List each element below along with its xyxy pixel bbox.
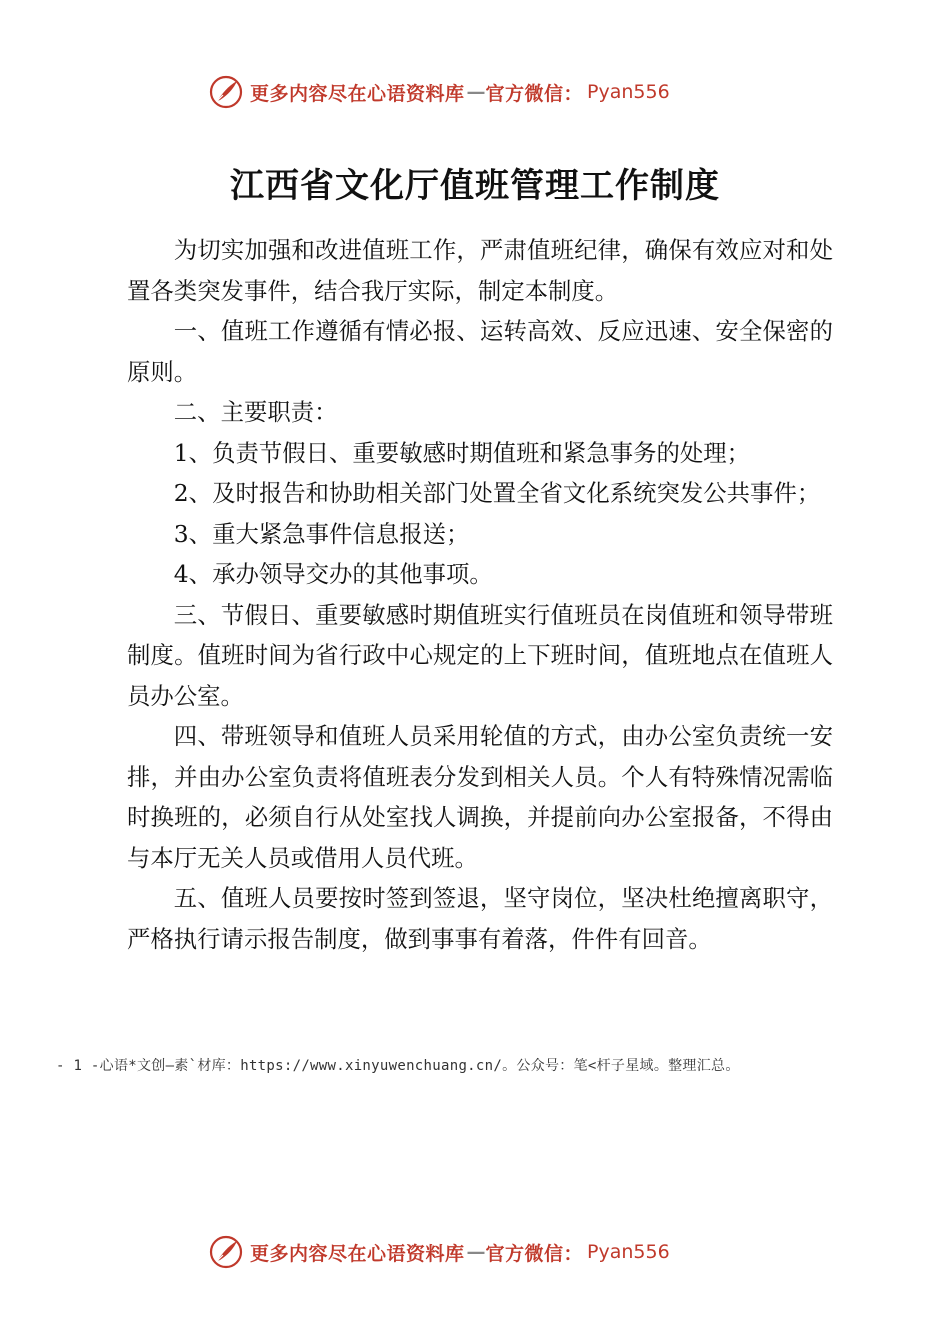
document-title: 江西省文化厅值班管理工作制度 xyxy=(230,166,720,206)
page-footer-note: - 1 -心语*文创—素`材库：https://www.xinyuwenchuang.cn/。公众号：笔<杆子星域。整理汇总。 xyxy=(56,1058,740,1074)
document-body xyxy=(127,230,833,959)
watermark-account-label: 官方微信： xyxy=(485,1242,584,1265)
paragraph-duty-3: 3、重大紧急事件信息报送； xyxy=(173,519,470,548)
paragraph-duty-1: 1、负责节假日、重要敏感时期值班和紧急事务的处理； xyxy=(173,438,751,467)
watermark-separator: — xyxy=(466,81,486,103)
watermark-account-id: Pyan556 xyxy=(587,81,670,103)
paragraph-section-5: 五、值班人员要按时签到签退，坚守岗位，坚决杜绝擅离职守，严格执行请示报告制度，做到事事有着落，件件有回音。 xyxy=(127,884,833,953)
paragraph-principle: 一、值班工作遵循有情必报、运转高效、反应迅速、安全保密的原则。 xyxy=(127,317,833,386)
watermark-separator: — xyxy=(466,1241,486,1263)
quill-logo-icon xyxy=(208,1234,244,1270)
paragraph-duty-2: 2、及时报告和协助相关部门处置全省文化系统突发公共事件； xyxy=(173,479,821,507)
footer-watermark xyxy=(208,1232,670,1272)
watermark-main-text: 更多内容尽在心语资料库 xyxy=(250,1242,465,1265)
paragraph-duty-4: 4、承办领导交办的其他事项。 xyxy=(173,560,493,588)
watermark-account-label: 官方微信： xyxy=(485,82,584,105)
paragraph-intro: 为切实加强和改进值班工作，严肃值班纪律，确保有效应对和处置各类突发事件，结合我厅实际，制定本制度。 xyxy=(127,236,833,305)
paragraph-section-3: 三、节假日、重要敏感时期值班实行值班员在岗值班和领导带班制度。值班时间为省行政中心规定的上下班时间，值班地点在值班人员办公室。 xyxy=(127,600,833,710)
paragraph-section-4: 四、带班领导和值班人员采用轮值的方式，由办公室负责统一安排，并由办公室负责将值班表分发到相关人员。个人有特殊情况需临时换班的，必须自行从处室找人调换，并提前向办公室报备，不得由与本厅无关人员或借用人员代班。 xyxy=(127,722,833,872)
paragraph-duties-heading: 二、主要职责： xyxy=(173,398,338,426)
watermark-main-text: 更多内容尽在心语资料库 xyxy=(250,82,465,105)
quill-logo-icon xyxy=(208,74,244,110)
header-watermark xyxy=(208,72,670,112)
watermark-account-id: Pyan556 xyxy=(587,1241,670,1263)
